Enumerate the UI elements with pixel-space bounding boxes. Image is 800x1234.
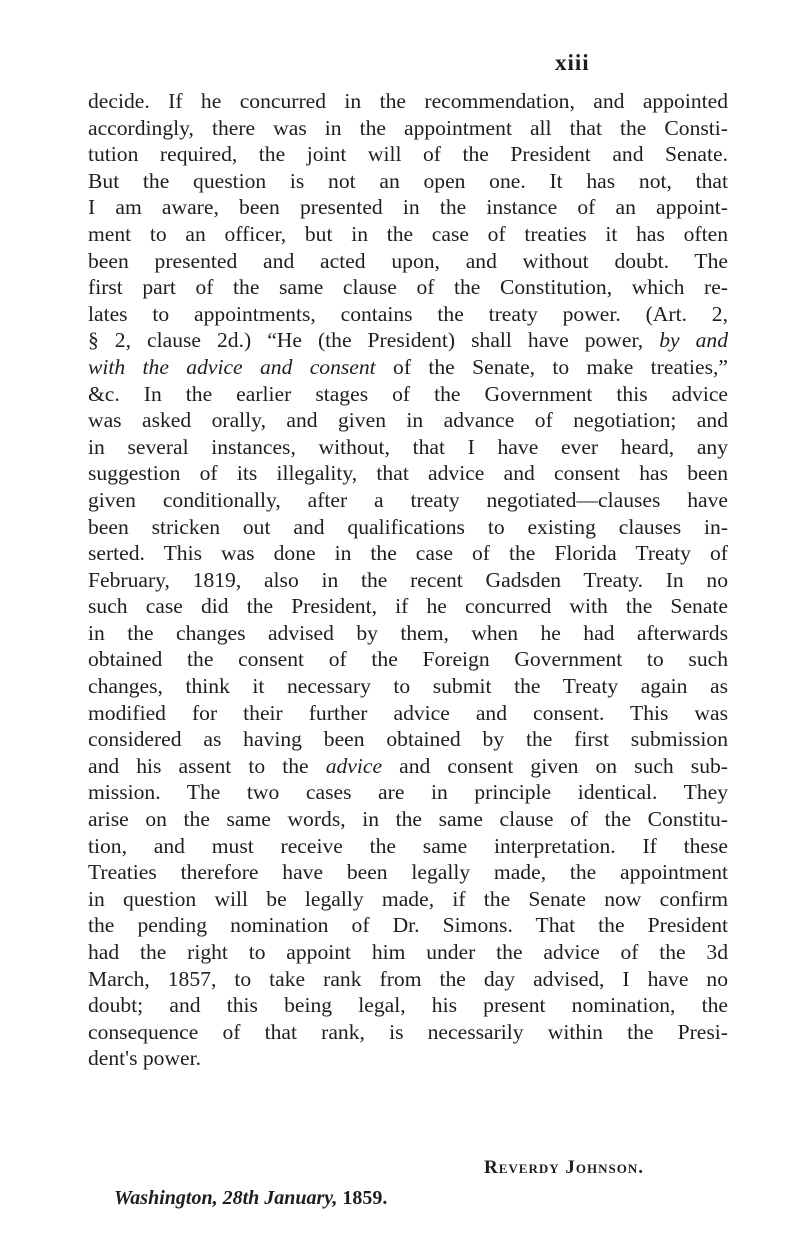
signature: Reverdy Johnson.	[484, 1157, 644, 1178]
text-segment: lates to appointments, contains the treaty power. (Art. 2,	[88, 301, 728, 326]
text-line	[88, 274, 728, 301]
text-line	[88, 859, 728, 886]
text-segment: &c. In the earlier stages of the Government this advice	[88, 381, 728, 406]
text-line	[88, 88, 728, 115]
text-line	[88, 141, 728, 168]
text-segment: tion, and must receive the same interpretation. If these	[88, 833, 728, 858]
text-line	[88, 620, 728, 647]
text-line	[88, 939, 728, 966]
italic-segment: with the advice and consent	[88, 354, 376, 379]
text-line	[88, 753, 728, 780]
text-line	[88, 168, 728, 195]
text-line	[88, 194, 728, 221]
text-line	[88, 779, 728, 806]
text-segment: and his assent to the	[88, 753, 326, 778]
text-line	[88, 487, 728, 514]
text-segment: in question will be legally made, if the Senate now confirm	[88, 886, 728, 911]
text-line	[88, 700, 728, 727]
text-segment: accordingly, there was in the appointment all that the Consti-	[88, 115, 728, 140]
italic-segment: advice	[325, 753, 383, 778]
text-line	[88, 381, 728, 408]
body-text	[88, 88, 728, 1072]
text-segment: consequence of that rank, is necessarily within the Presi-	[88, 1019, 728, 1044]
text-segment: had the right to appoint him under the advice of the 3d	[88, 940, 728, 964]
text-segment: But the question is not an open one. It has not, that	[88, 168, 728, 193]
text-line	[88, 221, 728, 248]
text-segment: first part of the same clause of the Constitution, which re-	[88, 275, 728, 300]
italic-segment: by and	[659, 328, 729, 353]
text-line	[88, 248, 728, 275]
text-segment: in the changes advised by them, when he had afterwards	[88, 620, 728, 645]
text-segment: I am aware, been presented in the instance of an appoint-	[88, 195, 728, 220]
text-line	[88, 407, 728, 434]
dateline-place: Washington,	[114, 1187, 218, 1209]
text-line	[88, 593, 728, 620]
text-segment: tution required, the joint will of the President and Senate.	[88, 142, 728, 167]
text-segment: doubt; and this being legal, his present nomination, the	[88, 993, 728, 1018]
text-line	[88, 966, 728, 993]
text-line	[88, 1045, 728, 1072]
text-segment: in several instances, without, that I have ever heard, any	[88, 434, 728, 459]
text-segment: § 2, clause 2d.) “He (the President) shall have power,	[88, 328, 660, 353]
text-line	[88, 434, 728, 461]
text-segment: mission. The two cases are in principle identical. They	[88, 780, 728, 805]
text-line	[88, 833, 728, 860]
text-line	[88, 354, 728, 381]
text-segment: changes, think it necessary to submit the Treaty again as	[88, 674, 728, 699]
text-line	[88, 646, 728, 673]
text-line	[88, 301, 728, 328]
text-segment: serted. This was done in the case of the Florida Treaty of	[88, 541, 728, 566]
text-segment: been stricken out and qualifications to existing clauses in-	[88, 514, 728, 539]
text-line	[88, 460, 728, 487]
text-segment: considered as having been obtained by the first submission	[88, 727, 728, 752]
text-line	[88, 567, 728, 594]
text-segment: modified for their further advice and consent. This was	[88, 700, 728, 725]
text-segment: obtained the consent of the Foreign Government to such	[88, 647, 728, 672]
text-segment: ment to an officer, but in the case of treaties it has often	[88, 221, 728, 246]
text-line	[88, 327, 728, 354]
text-line	[88, 726, 728, 753]
text-segment: dent's power.	[88, 1046, 202, 1071]
text-segment: decide. If he concurred in the recommendation, and appointed	[88, 89, 728, 113]
text-segment: the pending nomination of Dr. Simons. That the President	[88, 913, 728, 938]
text-line	[88, 912, 728, 939]
text-line	[88, 992, 728, 1019]
dateline	[114, 1187, 387, 1210]
text-segment: arise on the same words, in the same clause of the Constitu-	[88, 807, 728, 832]
text-segment: such case did the President, if he concurred with the Senate	[88, 594, 728, 619]
text-line	[88, 806, 728, 833]
text-segment: and consent given on such sub-	[382, 753, 728, 778]
text-line	[88, 1019, 728, 1046]
dateline-date: 28th January,	[222, 1187, 338, 1209]
text-segment: was asked orally, and given in advance of negotiation; and	[88, 408, 728, 433]
text-line	[88, 540, 728, 567]
text-line	[88, 886, 728, 913]
page-number: xiii	[555, 50, 590, 75]
text-segment: of the Senate, to make treaties,”	[375, 354, 728, 379]
dateline-year: 1859.	[337, 1187, 388, 1209]
text-line	[88, 673, 728, 700]
text-line	[88, 115, 728, 142]
text-segment: suggestion of its illegality, that advice and consent has been	[88, 461, 728, 486]
text-segment: Treaties therefore have been legally made, the appointment	[88, 860, 728, 885]
text-segment: been presented and acted upon, and without doubt. The	[88, 248, 728, 273]
text-segment: March, 1857, to take rank from the day advised, I have no	[88, 966, 728, 991]
text-segment: given conditionally, after a treaty negotiated—clauses have	[88, 487, 728, 512]
text-line	[88, 514, 728, 541]
text-segment: February, 1819, also in the recent Gadsden Treaty. In no	[88, 567, 728, 592]
